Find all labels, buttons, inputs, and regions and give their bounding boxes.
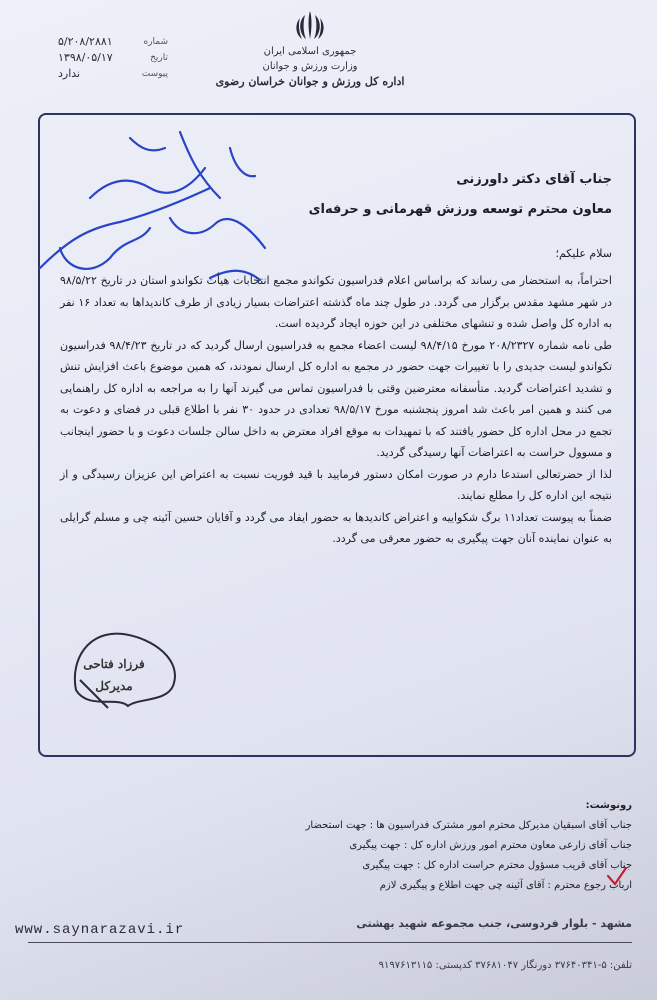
cc-item: جناب آقای زارعی معاون محترم امور ورزش اداره کل : جهت پیگیری — [349, 840, 632, 851]
body-paragraph: لذا از حضرتعالی استدعا دارم در صورت امکان دستور فرمایید با قید فوریت نسبت به اعتراض این عزیزان رسیدگی و از نتیجه این اداره کل را مطلع نمایند. — [60, 467, 612, 502]
cc-item: ارباب رجوع محترم : آقای آئینه چی جهت اطلاع و پیگیری لازم — [379, 880, 632, 891]
signatory-name: فرزاد فتاحی — [83, 657, 145, 671]
cc-list — [180, 796, 632, 896]
footer-address: مشهد - بلوار فردوسی، جنب مجموعه شهید بهشتی — [356, 917, 632, 930]
cc-title: رونوشت: — [585, 800, 632, 811]
org-line-office: اداره کل ورزش و جوانان خراسان رضوی — [215, 75, 405, 88]
date-label: تاریخ — [150, 53, 168, 63]
body-paragraph: احتراماً، به استحضار می رساند که براساس اعلام فدراسیون تکواندو مجمع انتخابات هیأت تکواندو استان در تاریخ ۹۸/۵/۲۲ در شهر مشهد مقدس برگزار می گردد. در طول چند ماه گذشته اعتراضات بسیار زیادی از طرف کاندیداها به تعداد ۱۶ نفر به اداره کل واصل شده و تنشهای مختلفی در این حوزه ایجاد گردیده است. — [60, 274, 612, 330]
addressee-title: معاون محترم توسعه ورزش قهرمانی و حرفه‌ای — [308, 202, 612, 217]
greeting: سلام علیکم؛ — [555, 247, 612, 260]
org-line-country: جمهوری اسلامی ایران — [263, 46, 357, 57]
addressee-name: جناب آقای دکتر داورزنی — [456, 172, 612, 187]
letter-number: ۵/۲۰۸/۲۸۸۱ — [58, 35, 113, 48]
attachment-label: پیوست — [141, 69, 168, 79]
number-label: شماره — [143, 37, 168, 47]
addressee-block — [260, 165, 612, 225]
iran-emblem-icon — [293, 8, 327, 44]
organization-header — [210, 44, 410, 89]
body-paragraph: طی نامه شماره ۲۰۸/۲۳۲۷ مورخ ۹۸/۴/۱۵ لیست اعضاء مجمع به فدراسیون ارسال گردید که در تاریخ ۹۸/۴/۲۳ فدراسیون تکواندو لیست جدیدی را با تغییرات جهت حضور در مجمع به اداره کل ارسال نمودند، که همین موضوع باعث افزایش تنش و تشدید اعتراضات گردید. متأسفانه معترضین وقتی با فدراسیون تماس می گیرند آنها را به مراجعه به اداره کل راهنمایی می کنند و همین امر باعث شد امروز پنجشنبه مورخ ۹۸/۵/۱۷ تعدادی در حدود ۳۰ نفر با اطلاع قبلی در فضای و دعوت به تجمع در محل اداره کل حضور یافتند که با تمهیدات به موقع افراد معترض به داخل سالن جلسات دعوت و با حضور اینجانب و مسوول حراست به اعتراضات آنها رسیدگی گردید. — [60, 338, 613, 459]
signatory — [74, 653, 154, 697]
letter-attachment: ندارد — [58, 67, 81, 80]
body-paragraph: ضمناً به پیوست تعداد۱۱ برگ شکواییه و اعتراض کاندیدها به حضور ایفاد می گردد و آقایان حسین آئینه چی و مسلم گرایلی به عنوان نماینده آنان جهت پیگیری به حضور معرفی می گردد. — [60, 510, 612, 545]
cc-item: جناب آقای اسبقیان مدیرکل محترم امور مشترک فدراسیون ها : جهت استحضار — [305, 820, 632, 831]
letter-body — [60, 270, 612, 550]
footer-divider — [28, 942, 632, 943]
org-line-ministry: وزارت ورزش و جوانان — [262, 61, 358, 72]
footer-contact: تلفن: ۵-۳۷۶۴۰۳۴۱ دورنگار ۳۷۶۸۱۰۴۷ کدپستی: ۹۱۹۷۶۱۳۱۱۵ — [378, 960, 632, 971]
cc-item: جناب آقای قریب مسؤول محترم حراست اداره کل : جهت پیگیری — [362, 860, 632, 871]
website-link: www.saynarazavi.ir — [15, 922, 185, 938]
signatory-title: مدیرکل — [95, 679, 133, 693]
letter-reference — [58, 34, 168, 82]
checkmark-icon — [606, 866, 628, 886]
letter-date: ۱۳۹۸/۰۵/۱۷ — [58, 51, 113, 64]
